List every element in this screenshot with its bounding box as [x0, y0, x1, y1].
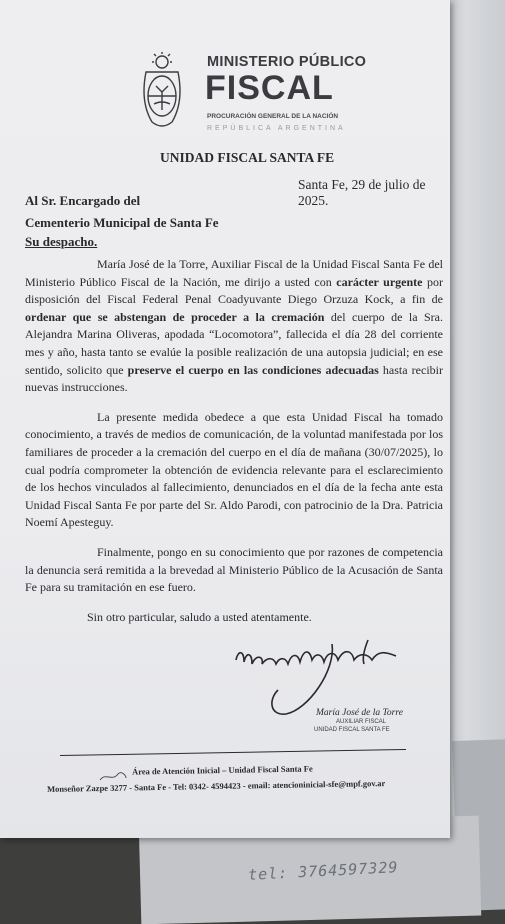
letter-date: Santa Fe, 29 de julio de 2025. — [298, 177, 426, 208]
paragraph-2: La presente medida obedece a que esta Unidad Fiscal ha tomado conocimiento, a través de medios de comunicación, de la voluntad manifestada por los familiares de proceder a la cremación del cuerpo en el día de mañana (30/07/2025), lo cual podría comprometer la obtención de evidencia relevante para el esclarecimiento de los hechos vinculados al fallecimiento, denunciados en el día de la fecha ante esta Unidad Fiscal Santa Fe por parte del Sr. Aldo Parodi, con patrocinio de la Dra. Patricia Noemí Apesteguy. — [25, 409, 443, 530]
org-title: FISCAL — [205, 69, 334, 107]
emphasis-text: ordenar que se abstengan de proceder a la cremación — [25, 309, 325, 324]
signer-role: AUXILIAR FISCAL — [336, 719, 387, 725]
org-country: REPÚBLICA ARGENTINA — [207, 125, 346, 132]
unit-title: UNIDAD FISCAL SANTA FE — [160, 150, 335, 165]
addressee-line-1: Al Sr. Encargado del — [25, 193, 141, 208]
org-name: MINISTERIO PÚBLICO — [207, 54, 367, 70]
letter-body — [25, 256, 443, 638]
paragraph-1 — [25, 256, 443, 397]
org-subtitle: PROCURACIÓN GENERAL DE LA NACIÓN — [207, 113, 339, 120]
footer-divider — [60, 749, 406, 756]
paragraph-text: hasta recibir nuevas instrucciones. — [25, 362, 443, 395]
handwritten-signature — [228, 630, 408, 720]
footer-contact: Monseñor Zazpe 3277 - Santa Fe - Tel: 0342- 4594423 - email: atencioninicial-sfe@mpf.gov.ar — [46, 778, 386, 794]
paragraph-text: por disposición del Fiscal Federal Penal Coadyuvante Diego Orzuza Kock, a fin de — [25, 274, 444, 307]
argentina-coat-of-arms-icon — [138, 52, 186, 132]
signer-name: María José de la Torre — [316, 708, 403, 718]
emphasis-text: carácter urgente — [336, 274, 423, 289]
addressee-line-3: Su despacho. — [25, 234, 98, 249]
closing-line: Sin otro particular, saludo a usted atentamente. — [87, 609, 312, 624]
addressee-line-2: Cementerio Municipal de Santa Fe — [25, 215, 219, 230]
paragraph-text: del cuerpo de la Sra. Alejandra Marina Oliveras, apodada “Locomotora”, fallecida el día 28 del corriente mes y año, hasta tanto se evalúe la posible realización de una autopsia judicial; en ese sentido, solicito que — [25, 309, 443, 377]
signer-unit: UNIDAD FISCAL SANTA FE — [314, 727, 390, 733]
paragraph-text: María José de la Torre, Auxiliar Fiscal de la Unidad Fiscal Santa Fe del Ministerio Público Fiscal de la Nación, me dirijo a usted con — [25, 257, 443, 289]
emphasis-text: preserve el cuerpo en las condiciones adecuadas — [127, 362, 379, 377]
footer-office: Área de Atención Inicial – Unidad Fiscal Santa Fe — [131, 763, 313, 777]
paragraph-3: Finalmente, pongo en su conocimiento que por razones de competencia la denuncia será remitida a la brevedad al Ministerio Público de la Acusación de Santa Fe para su tramitación en ese fuero. — [25, 544, 443, 595]
handwritten-phone-note: tel: 3764597329 — [247, 858, 399, 884]
